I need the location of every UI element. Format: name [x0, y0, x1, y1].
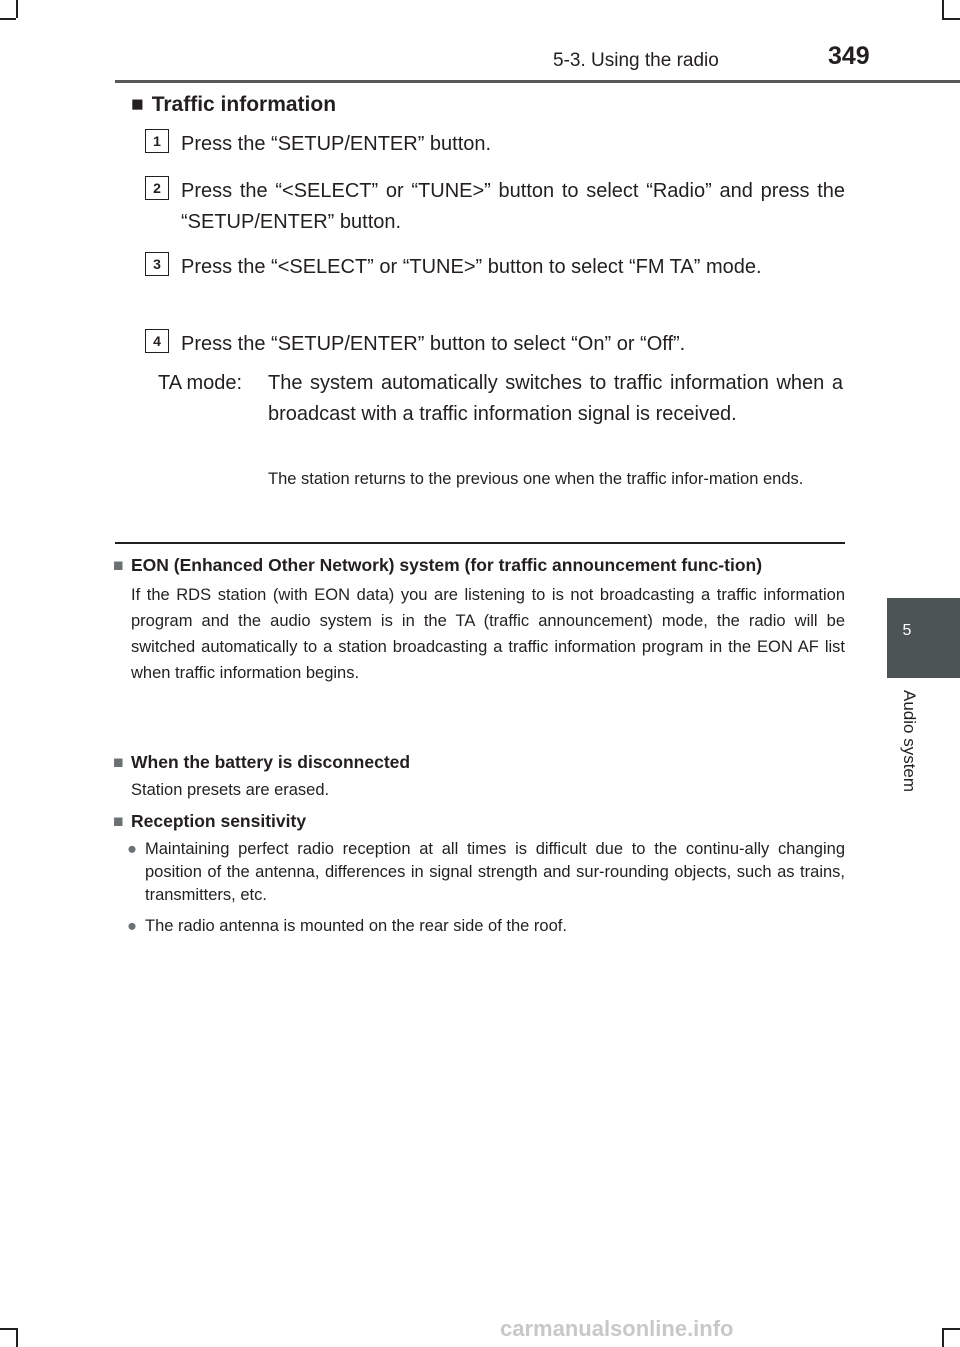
note-heading — [113, 553, 845, 577]
page-number: 349 — [828, 42, 870, 70]
note-battery — [113, 750, 845, 803]
step-text: Press the “<SELECT” or “TUNE>” button to select “FM TA” mode. — [181, 256, 762, 278]
crop-mark — [16, 0, 18, 18]
note-heading-text: Reception sensitivity — [131, 811, 307, 831]
note-heading — [113, 750, 845, 774]
ta-mode-note: The station returns to the previous one when the traffic infor-mation ends. — [268, 470, 804, 488]
section-header: 5-3. Using the radio — [553, 50, 719, 71]
square-bullet-icon: ■ — [113, 752, 124, 772]
step-number-badge: 4 — [145, 329, 169, 353]
crop-mark — [942, 0, 944, 18]
step-text: Press the “SETUP/ENTER” button. — [181, 133, 492, 155]
crop-mark — [942, 1328, 960, 1330]
circle-bullet-icon: ● — [127, 840, 137, 858]
list-item-text: The radio antenna is mounted on the rear side of the roof. — [145, 917, 567, 935]
step-number-badge: 2 — [145, 176, 169, 200]
step-1 — [145, 129, 845, 160]
crop-mark — [0, 1328, 16, 1330]
step-text: Press the “SETUP/ENTER” button to select “On” or “Off”. — [181, 333, 686, 355]
square-bullet-icon: ■ — [113, 555, 124, 575]
note-body: Station presets are erased. — [131, 781, 330, 799]
list-item — [127, 915, 845, 938]
note-heading — [113, 809, 845, 833]
section-title — [131, 93, 336, 117]
crop-mark — [16, 1328, 18, 1347]
note-reception — [113, 809, 845, 938]
note-heading-text: When the battery is disconnected — [131, 752, 411, 772]
note-body: If the RDS station (with EON data) you are listening to is not broadcasting a traffic information program and the audio system is in the TA (traffic announcement) mode, the radio will be switched automatically to a station broadcasting a traffic information program in the EON AF list when traffic information begins. — [131, 586, 845, 682]
ta-mode-label: TA mode: — [158, 372, 243, 394]
step-3 — [145, 252, 845, 283]
circle-bullet-icon: ● — [127, 917, 137, 935]
square-bullet-icon: ■ — [113, 811, 124, 831]
crop-mark — [942, 18, 960, 20]
section-title-text: Traffic information — [151, 93, 337, 116]
ta-mode-description: The system automatically switches to traffic information when a broadcast with a traffic information signal is received. — [268, 372, 843, 425]
ta-mode-definition — [158, 368, 843, 430]
note-eon — [113, 553, 845, 686]
list-item — [127, 838, 845, 907]
step-4 — [145, 329, 845, 360]
chapter-number: 5 — [902, 622, 912, 639]
step-2 — [145, 176, 845, 238]
watermark: carmanualsonline.info — [500, 1316, 734, 1341]
step-text: Press the “<SELECT” or “TUNE>” button to select “Radio” and press the “SETUP/ENTER” button. — [181, 180, 845, 233]
note-heading-text: EON (Enhanced Other Network) system (for traffic announcement func-tion) — [131, 555, 763, 575]
step-number-badge: 1 — [145, 129, 169, 153]
step-number-badge: 3 — [145, 252, 169, 276]
list-item-text: Maintaining perfect radio reception at all times is difficult due to the continu-ally changing position of the antenna, differences in signal strength and sur-rounding objects, such as trains, transmitters, etc. — [145, 840, 845, 904]
crop-mark — [942, 1328, 944, 1347]
chapter-label: Audio system — [900, 690, 919, 793]
square-bullet-icon: ■ — [131, 93, 144, 116]
section-divider — [115, 542, 845, 544]
header-rule — [115, 80, 960, 83]
crop-mark — [0, 18, 16, 20]
